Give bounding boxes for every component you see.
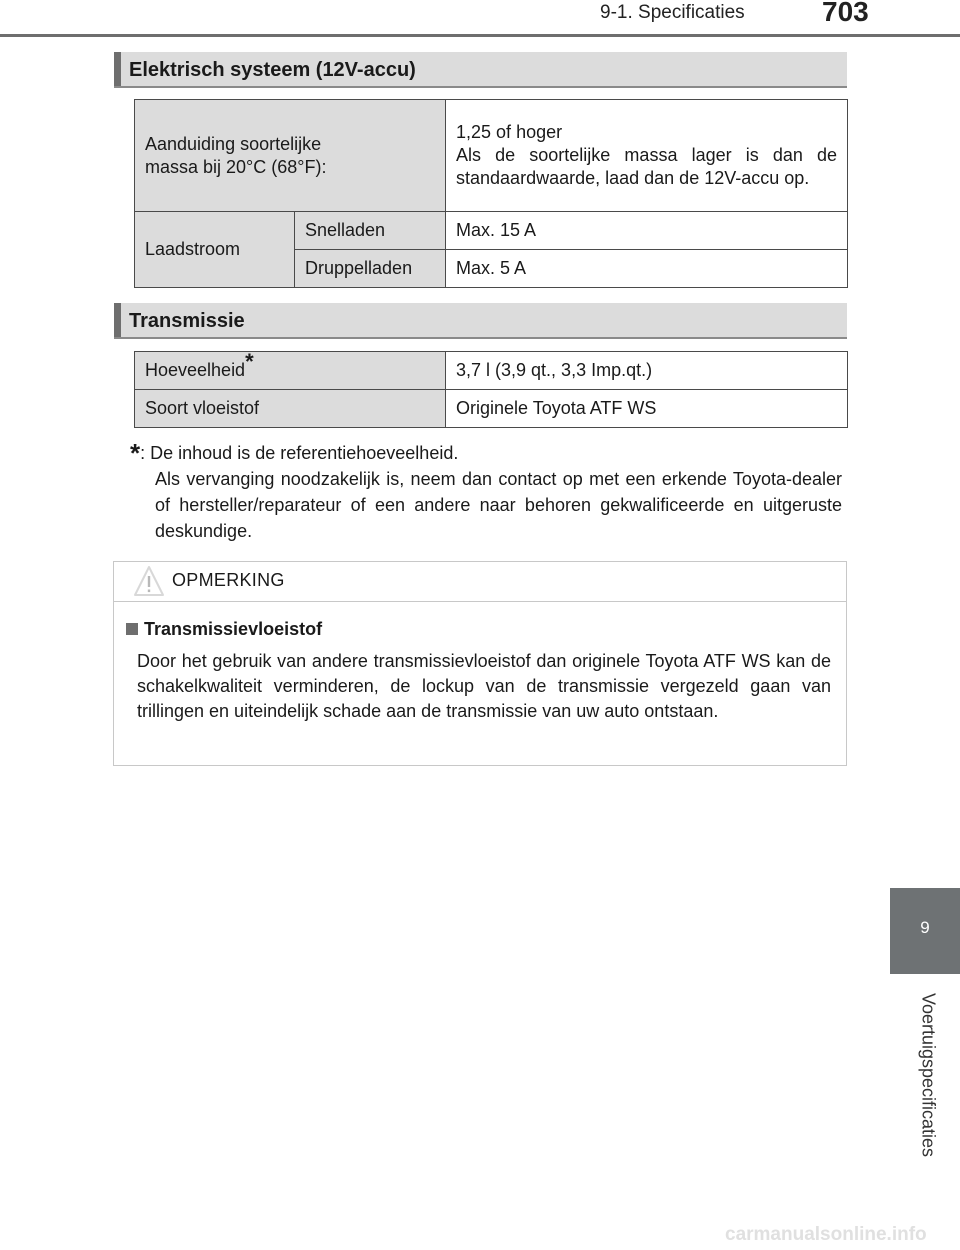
- heading-bar: [114, 52, 121, 86]
- header-rule: [0, 34, 960, 37]
- heading-title: Elektrisch systeem (12V-accu): [129, 59, 416, 81]
- section-heading-electrical: [114, 52, 847, 88]
- table-cell: 3,7 l (3,9 qt., 3,3 Imp.qt.): [446, 352, 848, 390]
- table-row: [135, 100, 848, 212]
- footnote: [130, 440, 842, 544]
- density-label-line: massa bij 20°C (68°F):: [145, 156, 327, 177]
- density-label-line: Aanduiding soortelijke: [145, 133, 322, 154]
- notice-box: [113, 561, 847, 766]
- notice-body: Door het gebruik van andere transmissievloeistof dan originele Toyota ATF WS kan de schakelkwaliteit verminderen, de lockup van de transmissie vergezeld gaan van trillingen en uiteindelijk schade aan de transmissie van uw auto ontstaan.: [137, 651, 831, 721]
- page-number: 703: [822, 0, 869, 27]
- section-heading-transmission: [114, 303, 847, 339]
- footnote-first-line: [130, 440, 842, 466]
- table-row: [135, 390, 848, 428]
- quantity-label: Hoeveelheid: [145, 360, 246, 380]
- heading-title: Transmissie: [129, 310, 245, 332]
- heading-bar: [114, 303, 121, 337]
- density-note: Als de soortelijke massa lager is dan de standaardwaarde, laad dan de 12V-accu op.: [456, 145, 838, 188]
- notice-header: [114, 562, 846, 602]
- table-cell: Druppelladen: [295, 250, 446, 288]
- footnote-continuation: Als vervanging noodzakelijk is, neem dan contact op met een erkende Toyota-dealer of hersteller/reparateur of een andere naar behoren gekwalificeerde en uitgeruste deskundige.: [155, 469, 842, 541]
- square-bullet-icon: [126, 623, 138, 635]
- table-cell: Laadstroom: [135, 212, 295, 288]
- watermark: carmanualsonline.info: [725, 1224, 927, 1245]
- footnote-text: : De inhoud is de referentiehoeveelheid.: [140, 443, 459, 463]
- electrical-spec-table: [134, 99, 848, 288]
- chapter-tab: [890, 888, 960, 974]
- warning-triangle-icon: [133, 565, 165, 597]
- table-cell: Snelladen: [295, 212, 446, 250]
- footnote-mark: *: [130, 438, 141, 468]
- table-row: [135, 352, 848, 390]
- table-cell: Max. 15 A: [446, 212, 848, 250]
- table-cell: [135, 349, 446, 390]
- density-value: 1,25 of hoger: [456, 122, 563, 142]
- notice-subtitle: [126, 619, 322, 640]
- footnote-mark: *: [245, 349, 254, 374]
- transmission-spec-table: [134, 351, 848, 428]
- table-cell: Originele Toyota ATF WS: [446, 390, 848, 428]
- notice-label: OPMERKING: [172, 570, 285, 590]
- chapter-label: Voertuigspecificaties: [918, 992, 939, 1158]
- table-cell: Max. 5 A: [446, 250, 848, 288]
- table-cell: [135, 100, 446, 212]
- table-row: [135, 212, 848, 250]
- table-cell: Soort vloeistof: [135, 390, 446, 428]
- notice-subtitle-text: Transmissievloeistof: [144, 619, 323, 639]
- chapter-number: 9: [920, 918, 930, 937]
- table-cell: [446, 100, 848, 212]
- section-title: 9-1. Specificaties: [600, 2, 745, 23]
